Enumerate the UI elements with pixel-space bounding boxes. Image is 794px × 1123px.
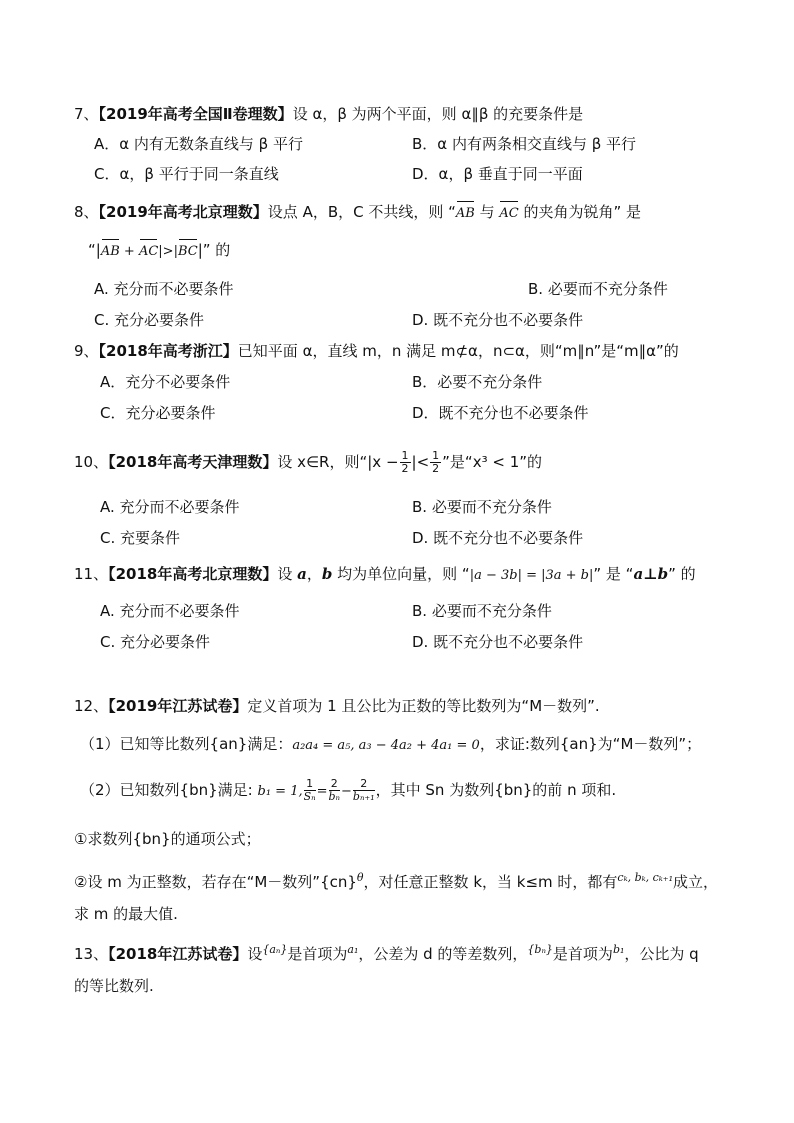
question-7-stem	[74, 104, 583, 124]
question-12-part-1	[80, 734, 701, 756]
question-10-stem	[74, 450, 542, 475]
q10-option-b: B. 必要而不充分条件	[412, 498, 552, 516]
question-text: 设 α，β 为两个平面，则 α∥β 的充要条件是	[292, 105, 584, 123]
vector-b: b	[321, 565, 333, 583]
question-text: 是首项为	[287, 945, 348, 963]
perpendicular-formula: a⊥b	[633, 565, 669, 583]
q10-option-d: D. 既不充分也不必要条件	[412, 529, 584, 547]
question-source: 【2018年高考天津理数】	[108, 453, 278, 471]
q11-option-d: D. 既不充分也不必要条件	[412, 633, 584, 651]
q7-option-d: D．α，β 垂直于同一平面	[412, 165, 583, 183]
math-text: {bₙ}	[527, 943, 553, 956]
fraction-denominator: 2	[401, 462, 409, 475]
vector-ab: AB	[456, 204, 475, 224]
question-text: ” 的	[668, 565, 696, 583]
q9-option-d: D．既不充分也不必要条件	[412, 404, 589, 422]
q8-option-a: A. 充分而不必要条件	[94, 280, 234, 298]
math-text: |” 的	[197, 241, 231, 259]
vector-a: a	[297, 565, 307, 583]
q10-option-a: A. 充分而不必要条件	[100, 498, 240, 516]
question-9-stem	[74, 341, 679, 361]
question-number: 11、	[74, 565, 109, 583]
question-number: 9、	[74, 342, 99, 360]
question-source: 【2018年江苏试卷】	[108, 945, 248, 963]
question-text: ，求证:数列{an}为“M－数列”；	[479, 735, 702, 753]
question-source: 【2018年高考浙江】	[98, 342, 238, 360]
question-text: （1）已知等比数列{an}满足：	[80, 735, 293, 753]
fraction-half	[400, 450, 411, 475]
math-text: b₁	[612, 943, 625, 956]
fraction-numerator: 2	[353, 778, 375, 791]
question-12-sub-2-cont: 求 m 的最大值.	[74, 905, 178, 923]
math-text: |<	[411, 453, 430, 471]
question-text: 已知平面 α，直线 m，n 满足 m⊄α，n⊂α，则“m∥n”是“m∥α”的	[237, 342, 679, 360]
question-text: 是首项为	[552, 945, 613, 963]
math-text: =	[316, 784, 328, 799]
question-text: ，其中 Sn 为数列{bn}的前 n 项和.	[375, 781, 617, 799]
question-number: 10、	[74, 453, 109, 471]
question-text: ，公差为 d 的等差数列，	[358, 945, 528, 963]
q11-option-c: C. 充分必要条件	[100, 633, 211, 651]
math-text: “|	[88, 241, 101, 259]
question-text: 的夹角为锐角” 是	[518, 203, 642, 221]
math-text: cₖ, bₖ, cₖ₊₁	[617, 871, 674, 884]
math-text: a₁	[347, 943, 359, 956]
question-text: （2）已知数列{bn}满足:	[80, 781, 253, 799]
question-text: ，公比为 q	[624, 945, 699, 963]
fraction-numerator: 1	[304, 778, 316, 791]
question-8-stem	[74, 202, 641, 224]
math-text: −	[341, 784, 352, 799]
fraction	[329, 778, 341, 803]
math-text: {aₙ}	[262, 943, 288, 956]
question-12-sub-1: ①求数列{bn}的通项公式；	[74, 830, 261, 848]
vector-ab: AB	[101, 242, 120, 262]
question-source: 【2019年高考北京理数】	[98, 203, 268, 221]
condition-formula: |a − 3b| = |3a + b|	[469, 568, 594, 583]
question-text: 设	[277, 565, 298, 583]
fraction	[353, 778, 375, 803]
vector-ac: AC	[499, 204, 518, 224]
q7-option-b: B．α 内有两条相交直线与 β 平行	[412, 135, 637, 153]
fraction	[304, 778, 316, 803]
q9-option-b: B．必要不充分条件	[412, 373, 543, 391]
question-13-stem	[74, 940, 699, 964]
question-12-stem	[74, 696, 600, 716]
fraction-denominator: Sₙ	[303, 790, 316, 803]
question-number: 13、	[74, 945, 109, 963]
question-11-stem	[74, 564, 696, 586]
question-number: 12、	[74, 697, 109, 715]
q9-option-a: A．充分不必要条件	[100, 373, 231, 391]
question-text: 设 x∈R，则“|x −	[277, 453, 399, 471]
q7-option-a: A．α 内有无数条直线与 β 平行	[94, 135, 304, 153]
question-text: ，	[306, 565, 322, 583]
question-text: ” 是 “	[593, 565, 634, 583]
vector-ac: AC	[139, 242, 158, 262]
question-source: 【2019年江苏试卷】	[108, 697, 248, 715]
question-text: 成立，	[673, 873, 719, 891]
question-12-sub-2	[74, 868, 718, 892]
fraction-numerator: 2	[329, 778, 341, 791]
question-text: 定义首项为 1 且公比为正数的等比数列为“M－数列”.	[247, 697, 600, 715]
q11-option-b: B. 必要而不充分条件	[412, 602, 552, 620]
question-text: ，对任意正整数 k，当 k≤m 时，都有	[363, 873, 618, 891]
vector-bc: BC	[178, 242, 198, 262]
q7-option-c: C．α，β 平行于同一条直线	[94, 165, 279, 183]
question-12-part-2	[80, 776, 616, 806]
fraction-denominator: 2	[432, 462, 440, 475]
question-text: ”是“x³ < 1”的	[442, 453, 543, 471]
q11-option-a: A. 充分而不必要条件	[100, 602, 240, 620]
question-source: 【2019年高考全国Ⅱ卷理数】	[98, 105, 293, 123]
question-text: ②设 m 为正整数，若存在“M－数列”{cn}	[74, 873, 357, 891]
fraction-numerator: 1	[401, 449, 409, 462]
math-text: b₁ = 1,	[257, 784, 303, 799]
question-number: 7、	[74, 105, 99, 123]
fraction-denominator: bₙ₊₁	[352, 790, 375, 803]
question-text: 均为单位向量，则 “	[332, 565, 470, 583]
question-8-condition	[88, 240, 230, 262]
fraction-half	[430, 450, 441, 475]
math-text: |>|	[158, 244, 178, 259]
question-text: 设	[247, 945, 263, 963]
q8-option-d: D. 既不充分也不必要条件	[412, 311, 584, 329]
question-13-stem-cont: 的等比数列.	[74, 977, 154, 995]
question-text: 与	[474, 203, 500, 221]
math-text: +	[119, 244, 139, 259]
math-text: θ	[356, 871, 364, 884]
fraction-numerator: 1	[432, 449, 440, 462]
question-text: 设点 A，B，C 不共线，则 “	[267, 203, 456, 221]
q8-option-b: B. 必要而不充分条件	[528, 280, 668, 298]
fraction-denominator: bₙ	[328, 790, 340, 803]
equation: a₂a₄ = a₅, a₃ − 4a₂ + 4a₁ = 0	[292, 738, 480, 753]
q10-option-c: C. 充要条件	[100, 529, 181, 547]
question-source: 【2018年高考北京理数】	[108, 565, 278, 583]
q8-option-c: C. 充分必要条件	[94, 311, 205, 329]
q9-option-c: C．充分必要条件	[100, 404, 216, 422]
question-number: 8、	[74, 203, 99, 221]
